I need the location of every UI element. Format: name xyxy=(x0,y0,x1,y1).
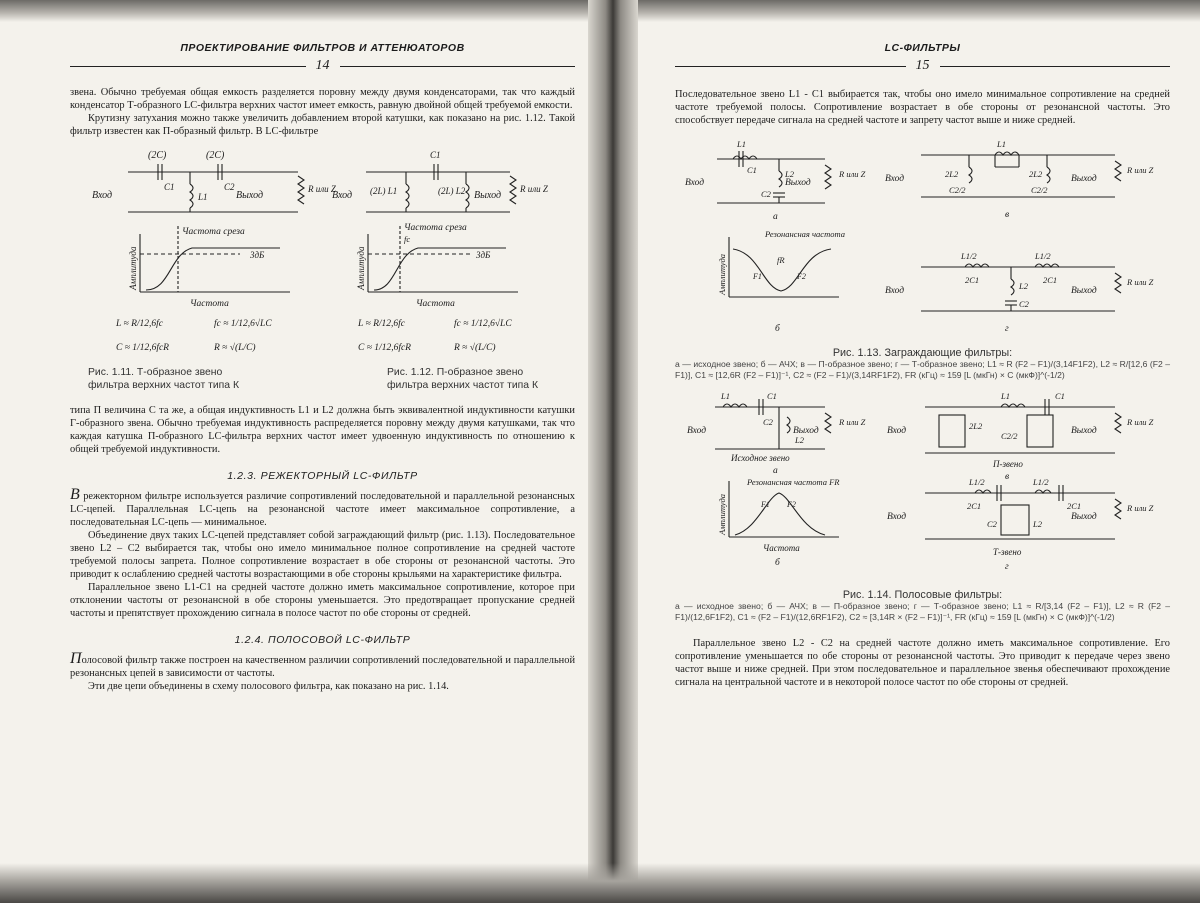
label-amplitude: Амплитуда xyxy=(356,246,366,290)
label-c2: C2 xyxy=(761,189,771,199)
right-page xyxy=(675,28,1170,888)
label-pi-section: П-звено xyxy=(993,459,1023,469)
label-output: Выход xyxy=(785,178,811,188)
paragraph xyxy=(70,488,575,529)
label-l2: L2 xyxy=(795,435,804,445)
paragraph: типа П величина C та же, а общая индуктивность L1 и L2 должна быть эквивалентной индуктивности катушки Г-образного звена. Обычно требуемая индуктивность распределяется поровну между двумя катушками, так что каждая катушка П-образного LC-фильтра верхних частот имеет удвоенную индуктивность по отношению к общей требуемой индуктивности. xyxy=(70,405,575,455)
caption-fig-1-12: Рис. 1.12. П-образное звено фильтра верхних частот типа К xyxy=(387,367,539,391)
figure-1-13 xyxy=(675,137,1170,343)
label-v: в xyxy=(1005,210,1010,220)
paragraph: Эти две цепи объединены в схему полосового фильтра, как показано на рис. 1.14. xyxy=(88,681,449,692)
label-r-or-z: R или Z xyxy=(520,184,548,194)
label-l1-half: L1/2 xyxy=(1033,477,1049,487)
drop-cap: П xyxy=(70,650,82,667)
folio-rule xyxy=(70,66,306,67)
legend-fig-1-13: а — исходное звено; б — АЧХ; в — П-образное звено; г — Т-образное звено; L1 ≈ R (F2 – F1)/(3,14F1F2), L2 ≈ R/[12,6 (F2 – F1)], C1 ≈ [12,6R (F2 – F1)]⁻¹, C2 ≈ (F2 – F1)/(3,14RF1F2), FR (кГц) ≈ 159 [L (мкГн) × C (мкФ)]^(-1/2) xyxy=(675,359,1170,380)
formula: R ≈ √(L/C) xyxy=(214,343,256,353)
paragraph: Параллельное звено L2 - C2 на средней частоте должно иметь максимальное сопротивление. Его сопротивление уменьшается по обе стороны от резонансной частоты. Это приводит к передаче через звено частот выше и ниже средней. При этом последовательное и параллельное звенья обеспечивают прохождение сигнала на центральной частоте и в некоторой полосе частот по обе стороны от средней. xyxy=(675,638,1170,688)
folio-left xyxy=(70,58,575,74)
label-output: Выход xyxy=(793,426,819,436)
formula: L ≈ R/12,6fc xyxy=(116,319,163,329)
label-2c1: 2C1 xyxy=(965,275,980,285)
label-cutoff: Частота среза xyxy=(182,227,245,237)
label-2c1: 2C1 xyxy=(1043,275,1058,285)
label-l2: L2 xyxy=(785,169,794,179)
label-l1: L1 xyxy=(198,192,208,202)
paragraph-text: олосовой фильтр также построен на качественном различии сопротивлений последовательной и параллельной резонансных цепей в зависимости от частоты. xyxy=(70,655,575,679)
label-output: Выход xyxy=(236,190,263,201)
folio-right xyxy=(675,58,1170,74)
paragraph-text: режекторном фильтре используется различие сопротивлений последовательной и параллельной резонансных LC-цепей. Параллельная LC-цепь на резонансной частоте имеет максимальное сопротивление, а последовательная LC-цепь — минимальное. xyxy=(70,491,575,528)
label-frequency: Частота xyxy=(190,299,229,309)
label-output: Выход xyxy=(1071,426,1097,436)
label-c1: C1 xyxy=(164,182,175,192)
book-gutter xyxy=(588,0,638,903)
label-l1: L1 xyxy=(737,139,746,149)
paragraph: Крутизну затухания можно также увеличить добавлением второй катушки, как показано на рис. 1.12. Такой фильтр известен как П-образный фильтр. В LC-фильтре xyxy=(70,113,575,137)
label-l1-half: L1/2 xyxy=(969,477,985,487)
label-amplitude: Амплитуда xyxy=(717,253,727,295)
label-v: в xyxy=(1005,472,1010,482)
legend-fig-1-14: а — исходное звено; б — АЧХ; в — П-образное звено; г — Т-образное звено; L1 ≈ R/[3,14 (F2 – F1)], L2 ≈ R (F2 – F1)/(12,6F1F2), C1 ≈ (F2 – F1)/(12,6RF1F2), C2 ≈ [3,14R × (F2 – F1)]⁻¹, FR (кГц) ≈ 159 [L (мкГн) × C (мкФ)]^(-1/2) xyxy=(675,601,1170,622)
label-l2: L2 xyxy=(1019,281,1028,291)
label-c2: C2 xyxy=(987,519,997,529)
left-page xyxy=(70,28,575,888)
label-output: Выход xyxy=(1071,512,1097,522)
label-l1: L1 xyxy=(1001,391,1010,401)
label-input: Вход xyxy=(885,286,905,296)
figure-1-11-1-12 xyxy=(70,144,575,366)
label-c1: C1 xyxy=(430,150,441,160)
label-a: а xyxy=(773,466,778,476)
label-c1: C1 xyxy=(1055,391,1065,401)
label-l1: (2L) L1 xyxy=(370,186,398,196)
label-3db: 3дБ xyxy=(250,250,265,260)
label-l2: L2 xyxy=(1033,519,1042,529)
label-c2-half: C2/2 xyxy=(1031,185,1048,195)
section-heading: 1.2.4. ПОЛОСОВОЙ LC-ФИЛЬТР xyxy=(234,634,411,646)
label-g: г xyxy=(1005,562,1009,572)
label-frequency: Частота xyxy=(763,543,800,553)
label-b: б xyxy=(775,324,780,334)
label-t-section: Т-звено xyxy=(993,547,1022,557)
label-f1: F1 xyxy=(761,500,770,509)
paragraph: Параллельное звено L1-C1 на средней частоте должно иметь максимальное сопротивление, которое при отклонении частоты от резонансной в обе стороны уменьшается. Это предотвращает пропускание средней частоты и препятствует прохождению сигнала в полосе частот по обе стороны от средней. xyxy=(70,582,575,619)
figure-1-14 xyxy=(675,389,1170,585)
folio-rule xyxy=(940,66,1171,67)
formula: fc ≈ 1/12,6√LC xyxy=(454,319,512,329)
label-output: Выход xyxy=(1071,174,1097,184)
label-frequency: Частота xyxy=(416,299,455,309)
label-l1-half: L1/2 xyxy=(1035,251,1051,261)
caption-fig-1-14: Рис. 1.14. Полосовые фильтры: xyxy=(842,589,1003,601)
label-input: Вход xyxy=(885,174,905,184)
formula: R ≈ √(L/C) xyxy=(454,343,496,353)
figure-captions xyxy=(70,366,575,392)
paragraph: звена. Обычно требуемая общая емкость разделяется поровну между двумя конденсаторами, так что каждый конденсатор Т-образного LC-фильтра верхних частот имеет емкость, равную двойной общей требуемой емкости. xyxy=(70,87,575,111)
label-source: Исходное звено xyxy=(731,453,790,463)
paragraph: Последовательное звено L1 - C1 выбирается так, чтобы оно имело минимальное сопротивление на средней частоте требуемой полосы. Сопротивление возрастает в обе стороны от резонансной частоты. Это способствует передаче сигнала на средней частоте и запрету частот выше и ниже средней. xyxy=(675,89,1170,126)
label-resonant: Резонансная частота FR xyxy=(747,477,840,487)
label-r-or-z: R или Z xyxy=(1127,417,1154,427)
label-l1: L1 xyxy=(721,391,730,401)
bandpass-filter-schematics xyxy=(675,389,1170,585)
label-r-or-z: R или Z xyxy=(308,184,336,194)
label-r-or-z: R или Z xyxy=(839,417,866,427)
label-r-or-z: R или Z xyxy=(1127,277,1154,287)
notch-filter-schematics xyxy=(675,137,1170,343)
page-number-left: 14 xyxy=(315,58,330,73)
paragraph: Объединение двух таких LC-цепей представляет собой заграждающий фильтр (рис. 1.13). Последовательное звено L2 – C2 выбирается так, чтобы оно имело минимальное полное сопротивление на средней частоте требуемой полосы запрета. Полное сопротивление возрастает в обе стороны от резонансной частоты. Это приводит к ослаблению средней частоты возрастающими в обе стороны крыльями на характеристике фильтра. xyxy=(70,530,575,580)
label-input: Вход xyxy=(332,190,353,201)
label-2c1: 2C1 xyxy=(1067,501,1082,511)
label-c1: C1 xyxy=(747,165,757,175)
label-2l2: 2L2 xyxy=(1029,169,1043,179)
label-c2: C2 xyxy=(763,417,773,427)
page-number-right: 15 xyxy=(915,58,930,73)
label-amplitude: Амплитуда xyxy=(128,246,138,290)
label-2l2: 2L2 xyxy=(945,169,959,179)
label-c2: C2 xyxy=(224,182,235,192)
paragraph xyxy=(70,652,575,680)
running-head-left: ПРОЕКТИРОВАНИЕ ФИЛЬТРОВ И АТТЕНЮАТОРОВ xyxy=(180,42,465,54)
label-g: г xyxy=(1005,324,1009,334)
label-f2: F2 xyxy=(787,500,796,509)
label-f2: F2 xyxy=(797,272,806,281)
formula: L ≈ R/12,6fc xyxy=(358,319,405,329)
label-b: б xyxy=(775,558,780,568)
label-2c: (2C) xyxy=(206,150,225,161)
label-l1-half: L1/2 xyxy=(961,251,977,261)
label-c1: C1 xyxy=(767,391,777,401)
label-c2-half: C2/2 xyxy=(949,185,966,195)
label-input: Вход xyxy=(92,190,113,201)
label-l2: (2L) L2 xyxy=(438,186,466,196)
label-2c1: 2C1 xyxy=(967,501,982,511)
label-output: Выход xyxy=(474,190,501,201)
label-input: Вход xyxy=(887,426,907,436)
label-cutoff: Частота среза xyxy=(404,223,467,233)
label-fc: fc xyxy=(404,234,411,244)
label-r-or-z: R или Z xyxy=(1127,503,1154,513)
caption-fig-1-13: Рис. 1.13. Заграждающие фильтры: xyxy=(832,347,1013,359)
formula: fc ≈ 1/12,6√LC xyxy=(214,319,272,329)
folio-rule xyxy=(340,66,576,67)
caption-fig-1-11: Рис. 1.11. Т-образное звено фильтра верхних частот типа К xyxy=(88,367,240,391)
label-input: Вход xyxy=(887,512,907,522)
label-output: Выход xyxy=(1071,286,1097,296)
label-input: Вход xyxy=(687,426,707,436)
label-a: а xyxy=(773,212,778,222)
label-f1: F1 xyxy=(753,272,762,281)
filter-schematics xyxy=(70,144,575,366)
label-3db: 3дБ xyxy=(476,250,491,260)
label-resonant: Резонансная частота xyxy=(765,229,845,239)
formula: C ≈ 1/12,6fcR xyxy=(358,343,411,353)
label-fr: fR xyxy=(777,255,785,265)
label-r-or-z: R или Z xyxy=(1127,165,1154,175)
label-c2: C2 xyxy=(1019,299,1029,309)
label-l1: L1 xyxy=(997,139,1006,149)
folio-rule xyxy=(675,66,906,67)
section-heading: 1.2.3. РЕЖЕКТОРНЫЙ LC-ФИЛЬТР xyxy=(227,470,418,482)
formula: C ≈ 1/12,6fcR xyxy=(116,343,169,353)
label-input: Вход xyxy=(685,178,705,188)
drop-cap: В xyxy=(70,486,80,503)
label-amplitude: Амплитуда xyxy=(717,493,727,535)
label-2c: (2C) xyxy=(148,150,167,161)
label-r-or-z: R или Z xyxy=(839,169,866,179)
label-2l2: 2L2 xyxy=(969,421,983,431)
label-c2-half: C2/2 xyxy=(1001,431,1018,441)
running-head-right: LC-ФИЛЬТРЫ xyxy=(884,42,961,54)
